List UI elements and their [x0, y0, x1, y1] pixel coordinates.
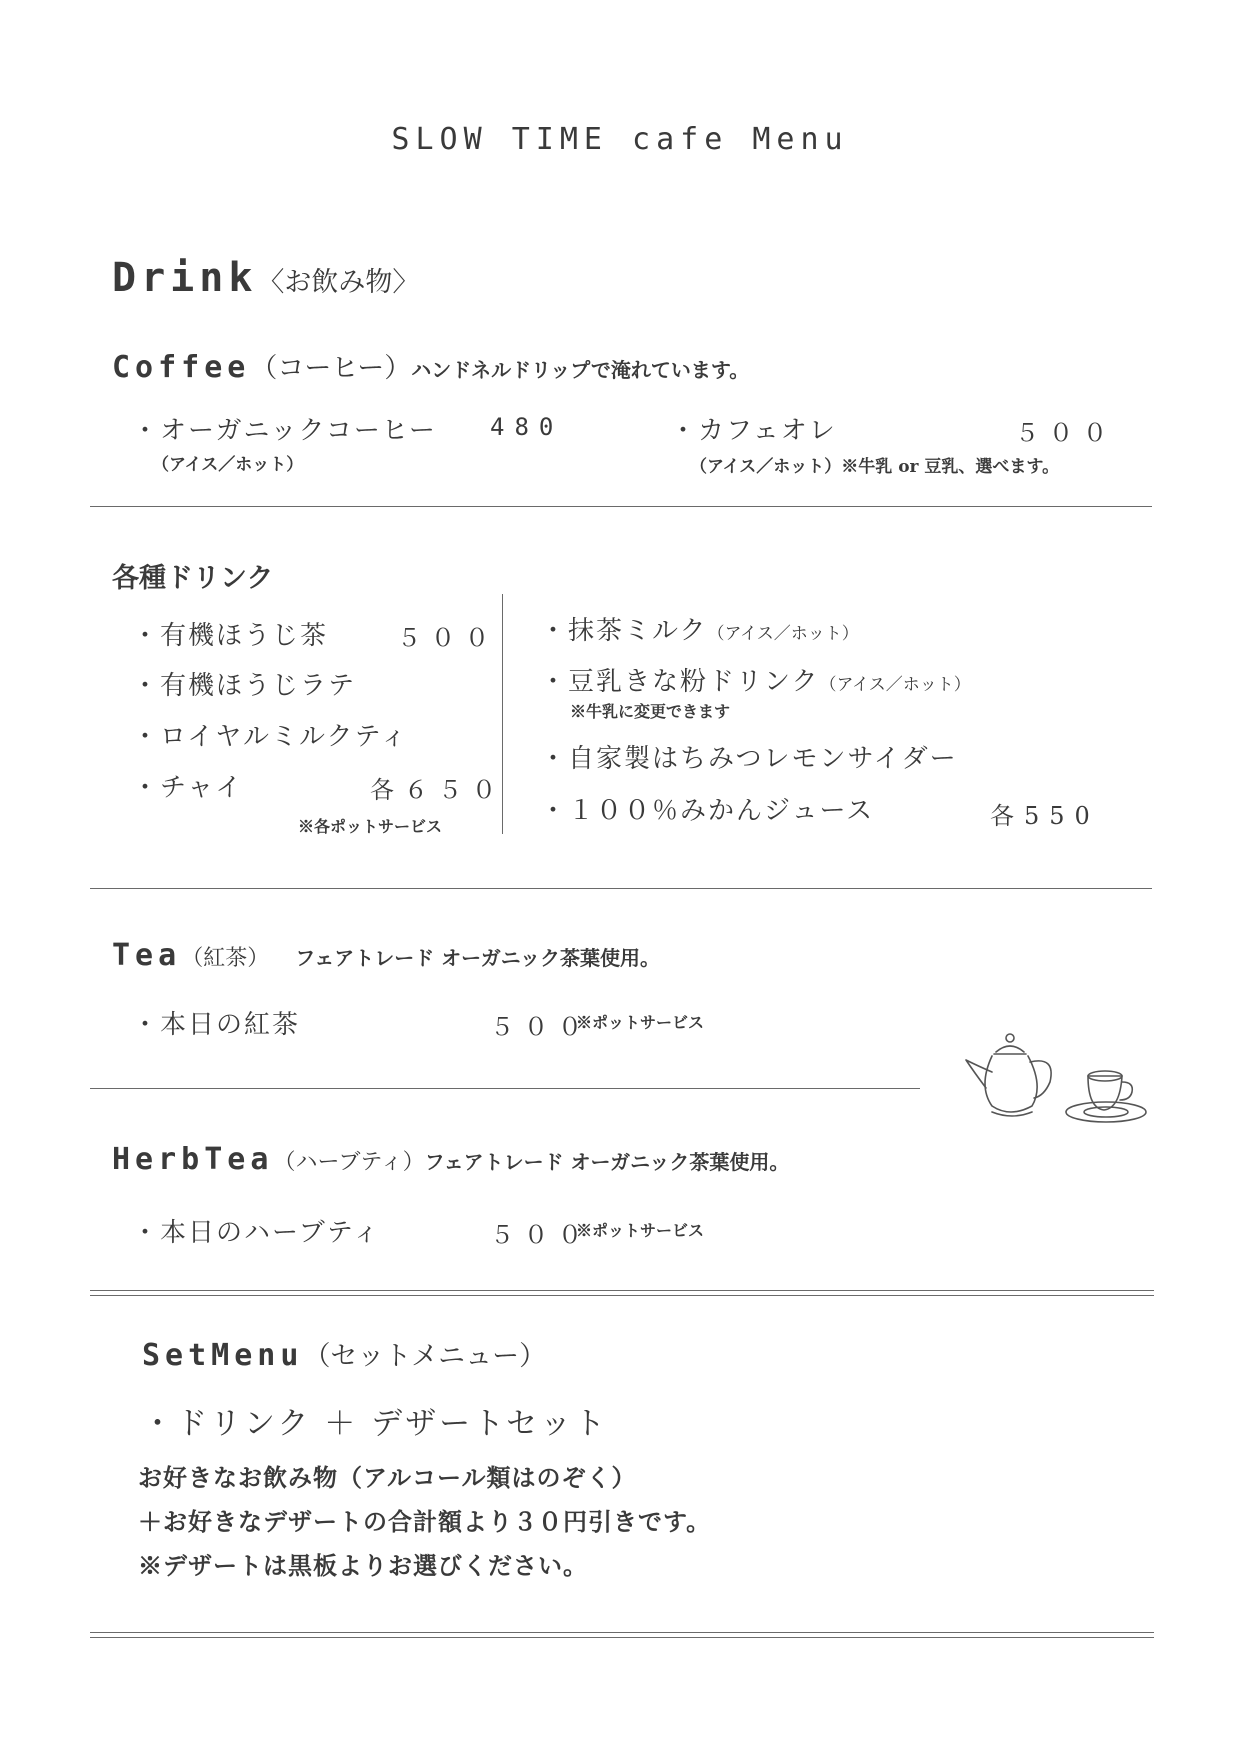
- setmenu-heading: [142, 1334, 546, 1373]
- herbtea-item: ・本日のハーブティ: [132, 1218, 381, 1248]
- setmenu-line-2: ＋お好きなデザートの合計額より３０円引きです。: [138, 1507, 712, 1536]
- tea-item-note: ※ポットサービス: [576, 1013, 705, 1032]
- various-heading: 各種ドリンク: [112, 563, 274, 594]
- herbtea-heading-en: HerbTea: [112, 1142, 274, 1177]
- various-right-item-kinako: [540, 661, 971, 698]
- coffee-heading: [112, 346, 749, 385]
- coffee-item-organic: ・オーガニックコーヒー: [132, 416, 437, 446]
- column-divider: [502, 594, 503, 834]
- teapot-and-cup-icon: [962, 1026, 1154, 1126]
- setmenu-heading-en: SetMenu: [142, 1338, 304, 1373]
- coffee-note: ハンドネルドリップで淹れています。: [411, 358, 750, 382]
- tea-heading-en: Tea: [112, 938, 182, 973]
- various-left-item-royalmilktea: ・ロイヤルミルクティ: [132, 722, 409, 752]
- tea-item: ・本日の紅茶: [132, 1010, 301, 1040]
- herbtea-note: フェアトレード オーガニック茶葉使用。: [424, 1150, 790, 1174]
- coffee-item-cafeaulait: ・カフェオレ: [670, 416, 837, 446]
- divider: [90, 506, 1152, 507]
- various-left-item-chai-price: 各６５０: [370, 776, 506, 804]
- various-right-item-matcha-sub: （アイス／ホット）: [707, 624, 859, 644]
- coffee-item-cafeaulait-price: ５００: [1015, 419, 1117, 447]
- various-left-item-chai: ・チャイ: [132, 773, 244, 803]
- setmenu-item: ・ドリンク ＋ デザートセット: [142, 1406, 609, 1442]
- various-left-item-houjicha: ・有機ほうじ茶: [132, 621, 329, 651]
- coffee-heading-en: Coffee: [112, 350, 251, 385]
- various-right-item-matcha-name: ・抹茶ミルク: [540, 616, 708, 646]
- tea-item-price: ５００: [490, 1013, 592, 1041]
- herbtea-item-note: ※ポットサービス: [576, 1221, 705, 1240]
- various-right-item-matcha: [540, 610, 859, 647]
- various-right-item-orangejuice: ・１００％みかんジュース: [540, 796, 875, 826]
- various-left-item-houjicha-price: ５００: [397, 624, 499, 652]
- drink-heading-en: Drink: [112, 255, 258, 301]
- tea-heading-ja: （紅茶）: [181, 946, 270, 971]
- various-right-item-kinako-sub: （アイス／ホット）: [819, 675, 971, 695]
- setmenu-heading-ja: （セットメニュー）: [303, 1341, 547, 1372]
- setmenu-line-3: ※デザートは黒板よりお選びください。: [138, 1551, 588, 1580]
- setmenu-line-1: お好きなお飲み物（アルコール類はのぞく）: [138, 1463, 637, 1492]
- coffee-item-organic-price: 480: [490, 413, 564, 441]
- tea-note: フェアトレード オーガニック茶葉使用。: [295, 946, 660, 970]
- divider: [90, 888, 1152, 889]
- tea-heading: [112, 938, 660, 973]
- various-left-note: ※各ポットサービス: [298, 817, 443, 836]
- page-title: SLOW TIME cafe Menu: [391, 122, 849, 157]
- various-right-item-kinako-name: ・豆乳きな粉ドリンク: [540, 667, 820, 697]
- drink-heading: [112, 255, 419, 301]
- drink-heading-ja: 〈お飲み物〉: [257, 267, 420, 298]
- various-left-item-houjilatte: ・有機ほうじラテ: [132, 671, 357, 701]
- divider: [90, 1088, 920, 1089]
- various-right-item-kinako-note: ※牛乳に変更できます: [570, 702, 731, 721]
- herbtea-item-price: ５００: [490, 1221, 592, 1249]
- herbtea-heading-ja: （ハーブティ）: [273, 1150, 425, 1175]
- double-divider: [90, 1632, 1154, 1638]
- various-right-item-lemonsoda: ・自家製はちみつレモンサイダー: [540, 744, 958, 774]
- coffee-heading-ja: （コーヒー）: [250, 353, 412, 384]
- various-right-item-orangejuice-price: 各550: [990, 802, 1100, 830]
- herbtea-heading: [112, 1142, 789, 1177]
- double-divider: [90, 1290, 1154, 1296]
- coffee-item-organic-sub: （アイス／ホット）: [152, 455, 304, 475]
- coffee-item-cafeaulait-sub: （アイス／ホット）※牛乳 or 豆乳、選べます。: [690, 457, 1060, 477]
